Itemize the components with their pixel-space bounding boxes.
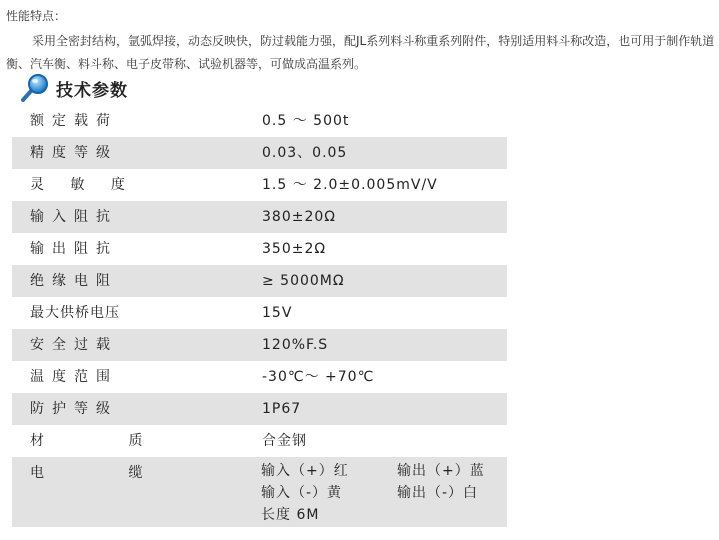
cable-item: 输入（-）黄	[261, 485, 343, 501]
spec-value: 合金钢	[262, 433, 307, 449]
table-row-cable	[12, 457, 507, 527]
spec-value: 0.03、0.05	[262, 145, 348, 161]
spec-value: 380±20Ω	[262, 209, 336, 225]
spec-value: 15V	[262, 305, 293, 321]
table-row	[12, 169, 507, 201]
spec-value: 1.5 ～ 2.0±0.005mV/V	[262, 177, 438, 193]
cable-item: 输出（+）蓝	[397, 463, 485, 479]
spec-label: 绝缘电阻	[30, 273, 118, 289]
table-row	[12, 297, 507, 329]
cable-item: 输入（+）红	[261, 463, 349, 479]
spec-value: 350±2Ω	[262, 241, 327, 257]
spec-label: 灵 敏 度	[30, 177, 136, 193]
spec-header	[20, 72, 128, 104]
table-row	[12, 361, 507, 393]
spec-title: 技术参数	[56, 80, 128, 101]
table-row	[12, 265, 507, 297]
table-row	[12, 425, 507, 457]
cable-item: 输出（-）白	[397, 485, 479, 501]
intro-description: 采用全密封结构，氩弧焊接，动态反映快，防过载能力强，配JL系列料斗称重系列附件，特别适用料斗称改造，也可用于制作轨道衡、汽车衡、料斗称、电子皮带称、试验机器等，可做成高温系列。	[6, 34, 715, 71]
cable-item: 长度 6M	[261, 507, 320, 523]
magnifier-icon	[20, 73, 50, 103]
spec-label: 防护等级	[30, 401, 118, 417]
spec-table	[12, 105, 507, 527]
cable-details	[241, 457, 507, 527]
table-row	[12, 105, 507, 137]
spec-label: 额定载荷	[30, 113, 118, 129]
spec-label: 输入阻抗	[30, 209, 118, 225]
spec-label: 电 缆	[30, 465, 183, 481]
spec-label: 最大供桥电压	[30, 305, 120, 321]
table-row	[12, 201, 507, 233]
spec-label: 温度范围	[30, 369, 118, 385]
spec-value: 1P67	[262, 401, 302, 417]
table-row	[12, 233, 507, 265]
spec-label: 输出阻抗	[30, 241, 118, 257]
table-row	[12, 329, 507, 361]
intro-title: 性能特点：	[6, 9, 67, 23]
spec-value: 120%F.S	[262, 337, 329, 353]
table-row	[12, 393, 507, 425]
spec-value: ≥ 5000MΩ	[262, 273, 345, 289]
spec-label: 材 质	[30, 433, 183, 449]
table-row	[12, 137, 507, 169]
spec-label: 精度等级	[30, 145, 118, 161]
spec-value: 0.5 ～ 500t	[262, 113, 350, 129]
spec-label: 安全过载	[30, 337, 118, 353]
spec-value: -30℃～ +70℃	[262, 369, 375, 385]
